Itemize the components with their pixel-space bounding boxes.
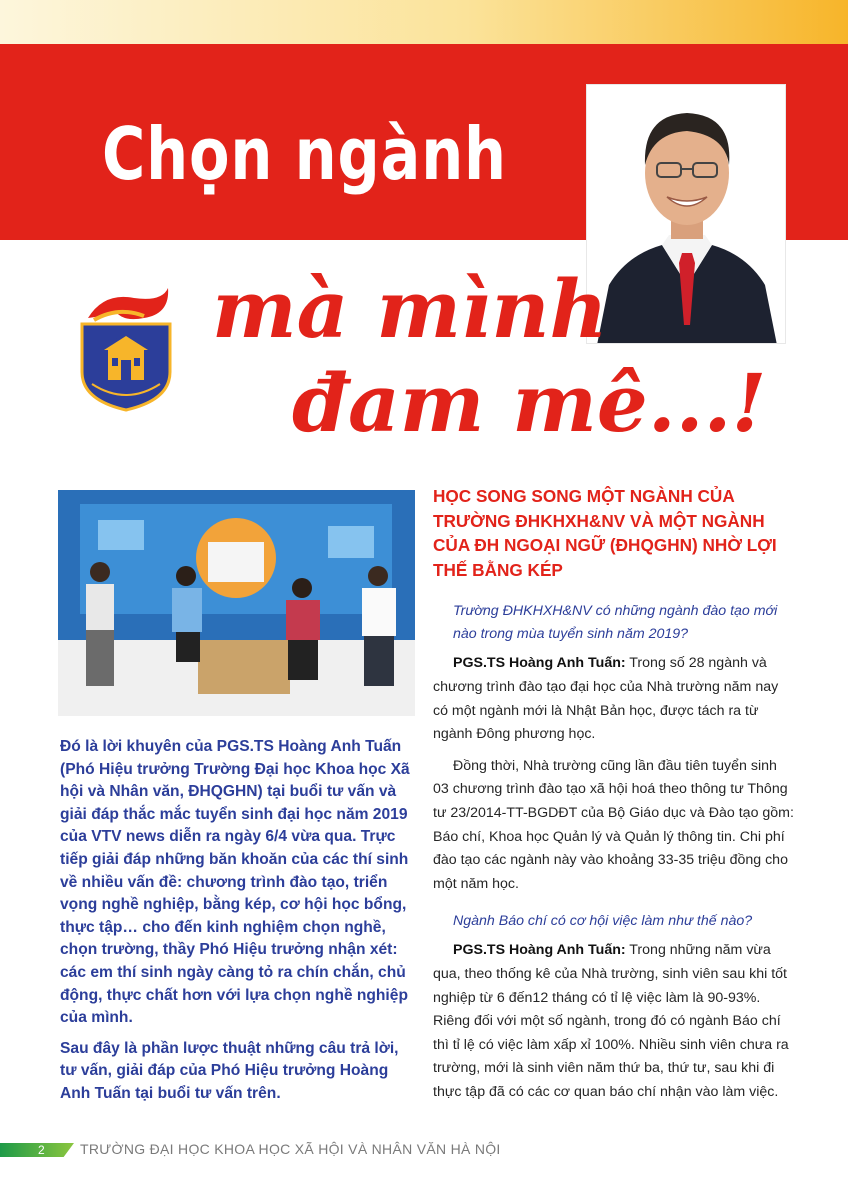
tv-studio-photo (58, 490, 415, 716)
portrait-photo (586, 84, 786, 344)
footer-text: TRƯỜNG ĐẠI HỌC KHOA HỌC XÃ HỘI VÀ NHÂN VĂN HÀ NỘI (80, 1141, 501, 1157)
interview-column (433, 484, 795, 1112)
university-emblem-icon (74, 288, 178, 412)
answer-1 (433, 652, 795, 746)
top-gradient-strip (0, 0, 848, 44)
answer-2 (433, 939, 795, 1104)
headline-line-2: mà mình (212, 262, 608, 356)
speaker-label: PGS.TS Hoàng Anh Tuấn: (453, 655, 626, 672)
page-number: 2 (38, 1143, 45, 1157)
headline-title: Chọn ngành (102, 112, 507, 196)
section-heading: HỌC SONG SONG MỘT NGÀNH CỦA TRƯỜNG ĐHKHXH&NV VÀ MỘT NGÀNH CỦA ĐH NGOẠI NGỮ (ĐHQGHN) NHỜ LỢI THẾ BẰNG KÉP (433, 486, 777, 580)
footer-stripe (0, 1143, 74, 1157)
speaker-label: PGS.TS Hoàng Anh Tuấn: (453, 942, 626, 959)
intro-paragraph: Đó là lời khuyên của PGS.TS Hoàng Anh Tuấn (Phó Hiệu trưởng Trường Đại học Khoa học Xã hội và Nhân văn, ĐHQGHN) tại buổi tư vấn và giải đáp thắc mắc tuyển sinh đại học năm 2019 của VTV news diễn ra ngày 6/4 vừa qua. Trực tiếp giải đáp những băn khoăn của các thí sinh về nhiều vấn đề: chương trình đào tạo, triển vọng nghề nghiệp, bằng kép, cơ hội học bổng, thực tập… cho đến kinh nghiệm chọn nghề, chọn trường, thầy Phó Hiệu trưởng nhận xét: các em thí sinh ngày càng tỏ ra chín chắn, chủ động, thực chất hơn với lựa chọn nghề nghiệp của mình. (60, 738, 410, 1027)
answer-1-paragraph-2: Đồng thời, Nhà trường cũng lần đầu tiên tuyển sinh 03 chương trình đào tạo xã hội hoá theo thông tư Thông tư 23/2014-TT-BGDĐT của Bộ Giáo dục và Đào tạo gồm: Báo chí, Khoa học Quản lý và Quản lý thông tin. Chi phí đào tạo các ngành này vào khoảng 33-35 triệu đồng cho một năm học. (433, 757, 794, 892)
intro-column (60, 736, 416, 1114)
headline-line-3: đam mê...! (292, 356, 767, 450)
answer-2-text: Trong những năm vừa qua, theo thống kê của Nhà trường, sinh viên sau khi tốt nghiệp từ 6 đến12 tháng có tỉ lệ việc làm là 90-93%. Riêng đối với một số ngành, trong đó có ngành Báo chí thì tỉ lệ có việc làm xấp xỉ 100%. Nhiều sinh viên chưa ra trường, mới là sinh viên năm thứ ba, thứ tư, sau khi đi thực tập đã có các cơ quan báo chí nhận vào làm việc. (433, 942, 789, 1100)
question-2: Ngành Báo chí có cơ hội việc làm như thế nào? (453, 913, 753, 930)
answer-1-text: Trong số 28 ngành và chương trình đào tạo đại học của Nhà trường năm nay có một ngành mới là Nhật Bản học, được tách ra từ ngành Đông phương học. (433, 655, 779, 743)
intro-paragraph: Sau đây là phần lược thuật những câu trả lời, tư vấn, giải đáp của Phó Hiệu trưởng Hoàng Anh Tuấn tại buổi tư vấn trên. (60, 1039, 399, 1102)
question-1: Trường ĐHKHXH&NV có những ngành đào tạo mới nào trong mùa tuyển sinh năm 2019? (453, 603, 778, 643)
